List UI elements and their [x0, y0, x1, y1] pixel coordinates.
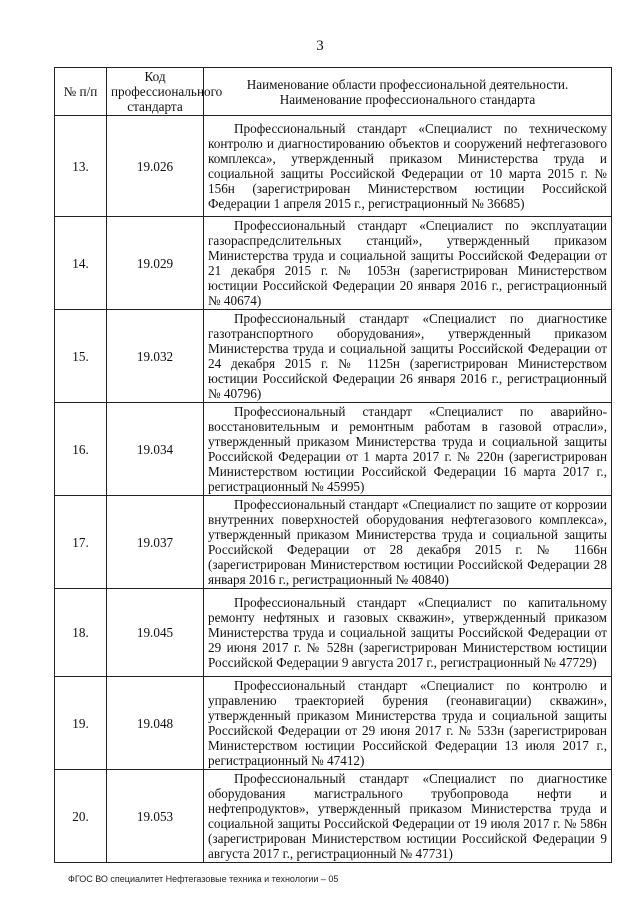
standard-code: 19.053 [107, 770, 204, 863]
page-number: 3 [316, 38, 324, 54]
header-name [204, 68, 612, 116]
header-num: № п/п [55, 68, 107, 116]
standard-title-text: Профессиональный стандарт «Специалист по капитальному ремонту нефтяных и газовых скважин», утвержденный приказом Министерства труда и социальной защиты Российской Федерации от 29 июня 2017 г. № 528н (зарегистрирован Министерством юстиции Российской Федерации 9 августа 2017 г., регистрационный № 47729) [208, 595, 607, 670]
standard-code: 19.037 [107, 496, 204, 589]
standard-title-text: Профессиональный стандарт «Специалист по техническому контролю и диагностированию объектов и сооружений нефтегазового комплекса», утвержденный приказом Министерства труда и социальной защиты Российской Федерации от 10 марта 2015 г. № 156н (зарегистрирован Министерством юстиции Российской Федерации 1 апреля 2015 г., регистрационный № 36685) [208, 121, 607, 211]
standard-title [204, 403, 612, 496]
table-row [55, 116, 612, 217]
standard-title-text: Профессиональный стандарт «Специалист по контролю и управлению траекторией бурения (геонавигации) скважин», утвержденный приказом Министерства труда и социальной защиты Российской Федерации от 29 июня 2017 г. № 533н (зарегистрирован Министерством юстиции Российской Федерации 13 июля 2017 г., регистрационный № 47412) [208, 678, 607, 768]
standard-title [204, 116, 612, 217]
standard-code: 19.045 [107, 589, 204, 677]
standard-title-text: Профессиональный стандарт «Специалист по аварийно-восстановительным и ремонтным работам в газовой отрасли», утвержденный приказом Министерства труда и социальной защиты Российской Федерации от 1 марта 2017 г. № 220н (зарегистрирован Министерством юстиции Российской Федерации 16 марта 2017 г., регистрационный № 45995) [208, 404, 607, 494]
standard-title-text: Профессиональный стандарт «Специалист по диагностике оборудования магистрального трубопровода нефти и нефтепродуктов», утвержденный приказом Министерства труда и социальной защиты Российской Федерации от 19 июля 2017 г. № 586н (зарегистрирован Министерством юстиции Российской Федерации 9 августа 2017 г., регистрационный № 47731) [208, 771, 607, 861]
row-number: 18. [55, 589, 107, 677]
table-row [55, 677, 612, 770]
standard-title-text: Профессиональный стандарт «Специалист по диагностике газотранспортного оборудования», утвержденный приказом Министерства труда и социальной защиты Российской Федерации от 24 декабря 2015 г. № 1125н (зарегистрирован Министерством юстиции Российской Федерации 26 января 2016 г., регистрационный № 40796) [208, 311, 607, 401]
standard-title-text: Профессиональный стандарт «Специалист по эксплуатации газораспредслительных станций», утвержденный приказом Министерства труда и социальной защиты Российской Федерации от 21 декабря 2015 г. № 1053н (зарегистрирован Министерством юстиции Российской Федерации 20 января 2016 г., регистрационный № 40674) [208, 218, 607, 308]
table-row [55, 496, 612, 589]
standard-title [204, 217, 612, 310]
table-header-row [55, 68, 612, 116]
document-footer: ФГОС ВО специалитет Нефтегазовые техника и технологии – 05 [68, 874, 339, 884]
row-number: 14. [55, 217, 107, 310]
table-row [55, 217, 612, 310]
header-code: Код профессионального стандарта [107, 68, 204, 116]
standard-code: 19.032 [107, 310, 204, 403]
standard-title [204, 589, 612, 677]
standards-table [54, 67, 612, 863]
table-row [55, 770, 612, 863]
header-name-line2: Наименование профессионального стандарта [279, 91, 536, 107]
table-row [55, 310, 612, 403]
standard-title [204, 310, 612, 403]
standard-code: 19.048 [107, 677, 204, 770]
table-row [55, 589, 612, 677]
row-number: 13. [55, 116, 107, 217]
standard-code: 19.026 [107, 116, 204, 217]
standard-title [204, 677, 612, 770]
standard-title [204, 496, 612, 589]
row-number: 20. [55, 770, 107, 863]
row-number: 19. [55, 677, 107, 770]
standard-code: 19.034 [107, 403, 204, 496]
header-name-line1: Наименование области профессиональной деятельности. [246, 76, 569, 92]
row-number: 15. [55, 310, 107, 403]
standard-title-text: Профессиональный стандарт «Специалист по защите от коррозии внутренних поверхностей оборудования нефтегазового комплекса», утвержденный приказом Министерства труда и социальной защиты Российской Федерации от 28 декабря 2015 г. № 1166н (зарегистрирован Министерством юстиции Российской Федерации 28 января 2016 г., регистрационный № 40840) [208, 497, 607, 587]
row-number: 16. [55, 403, 107, 496]
standard-title [204, 770, 612, 863]
row-number: 17. [55, 496, 107, 589]
table-body [55, 116, 612, 863]
table-row [55, 403, 612, 496]
standard-code: 19.029 [107, 217, 204, 310]
